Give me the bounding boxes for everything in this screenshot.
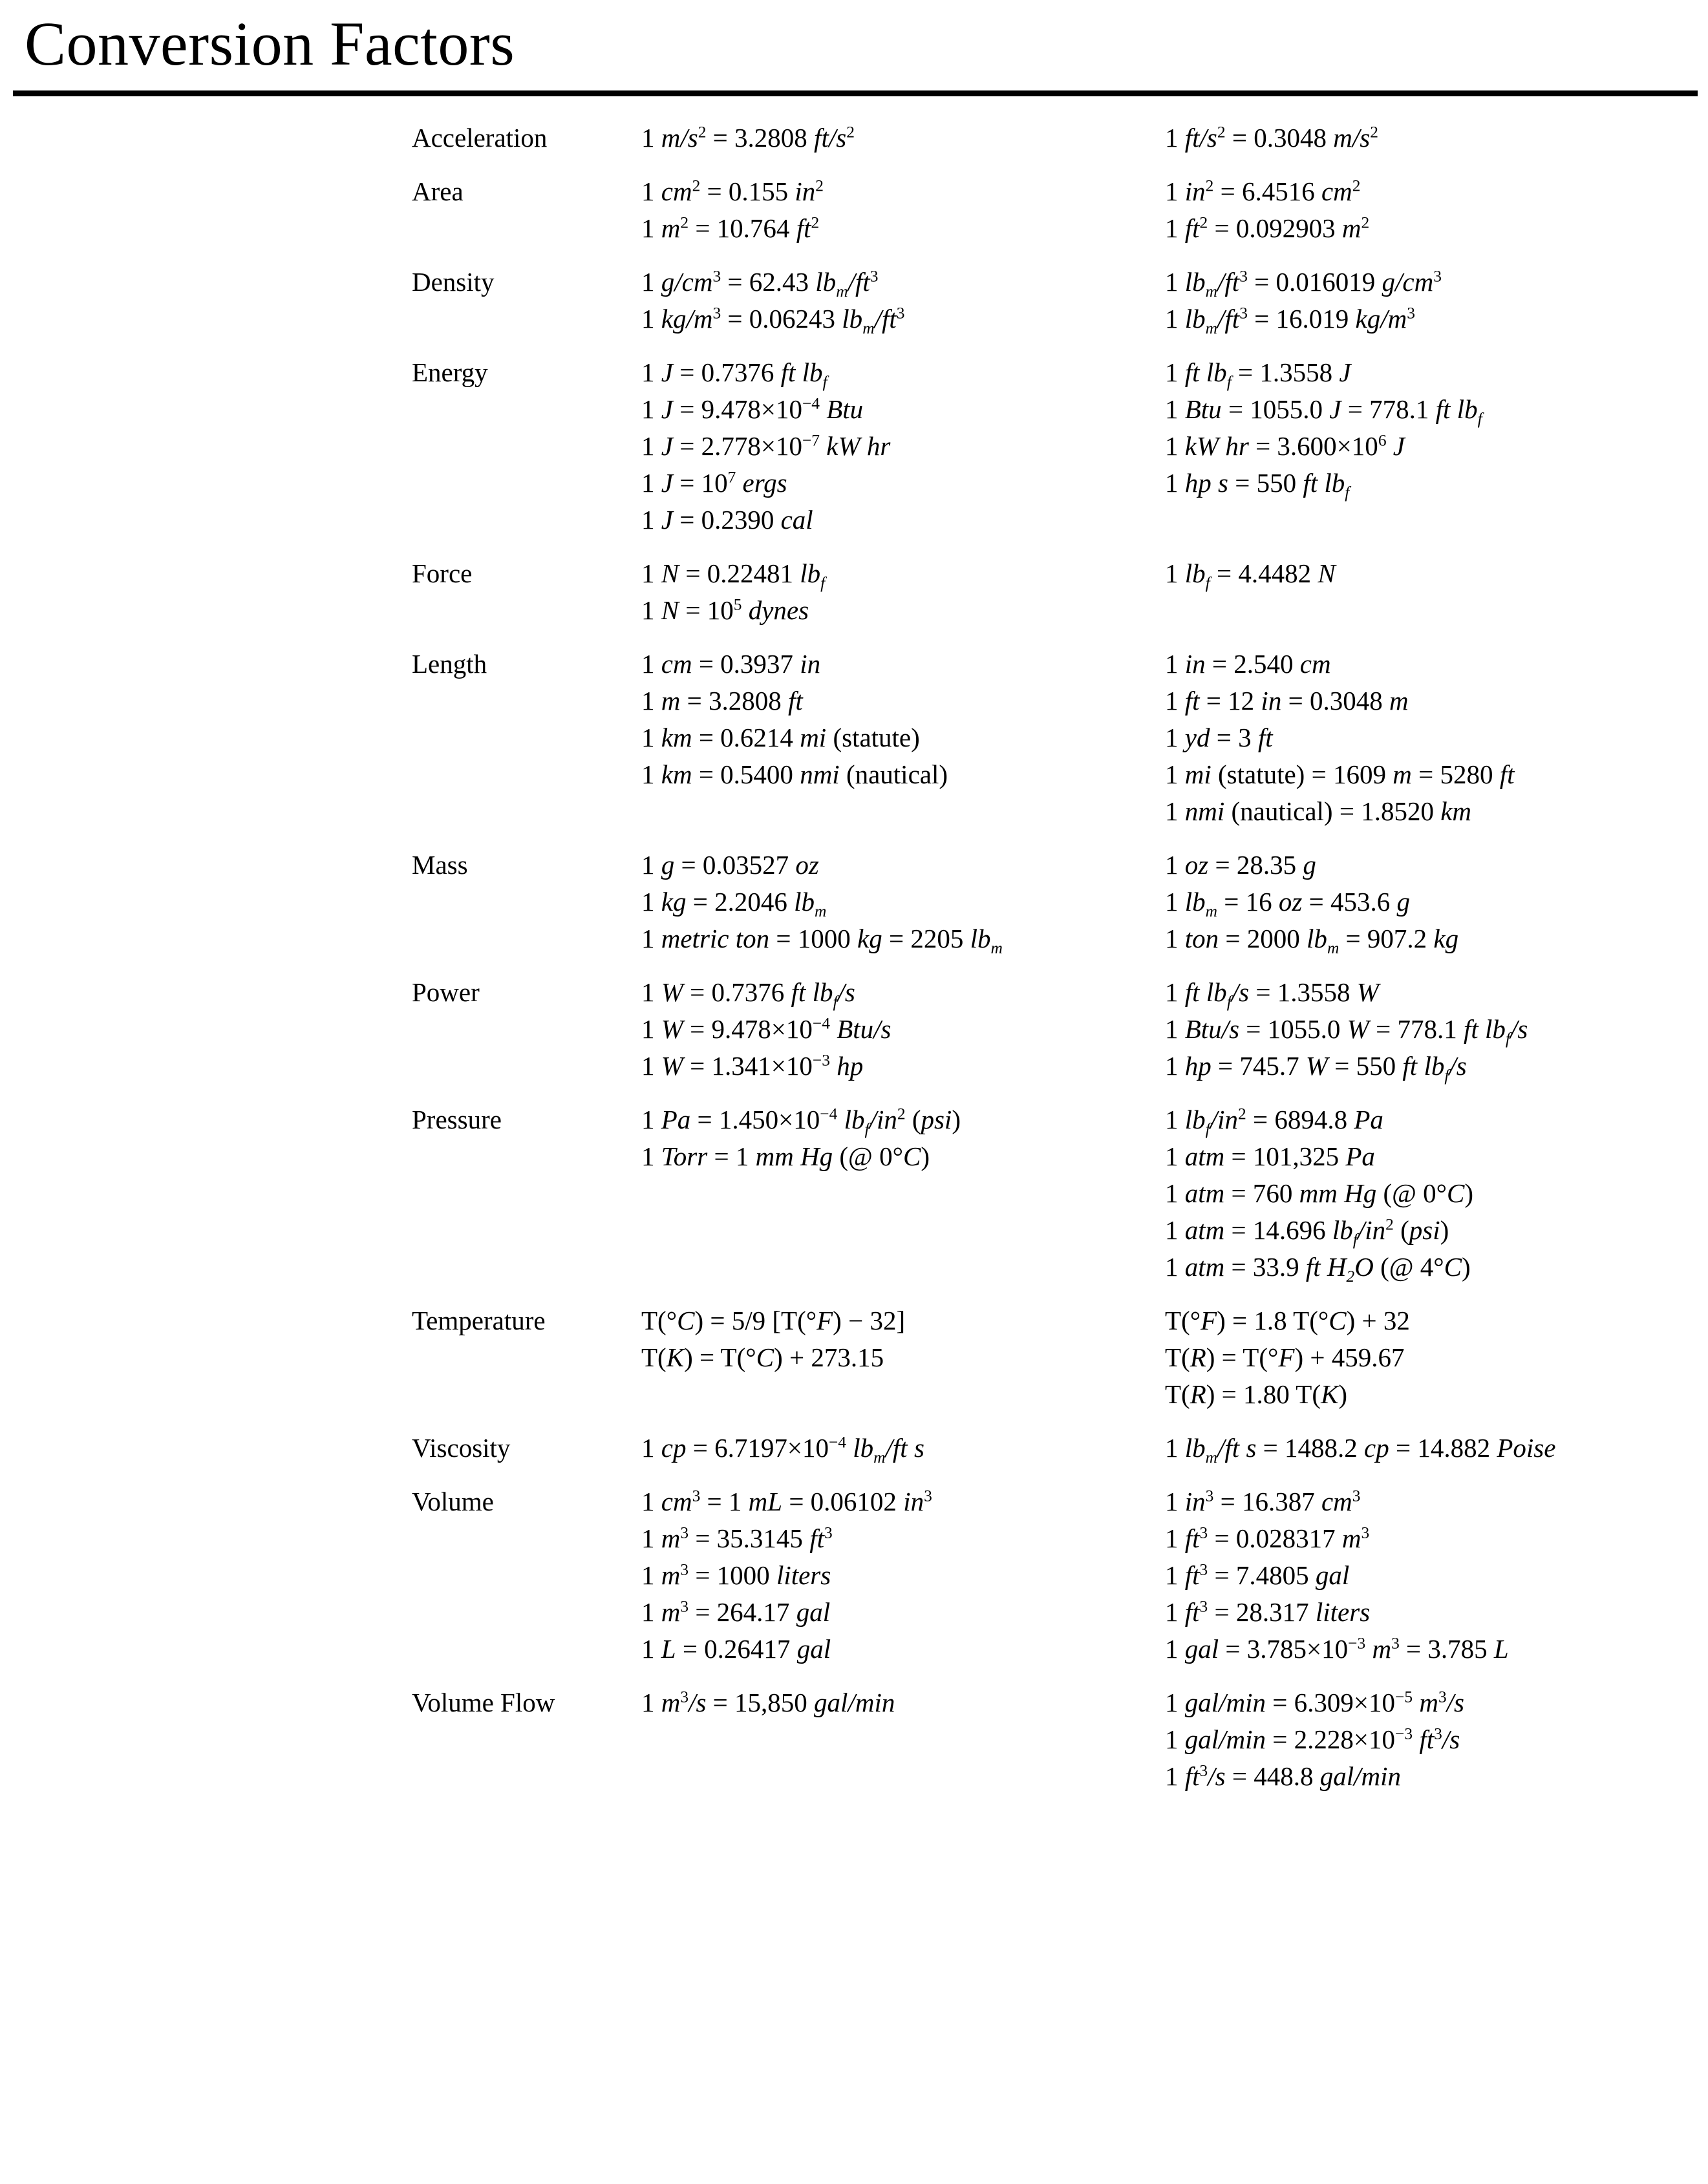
right-equation-list bbox=[1165, 264, 1708, 337]
category-label: Area bbox=[412, 176, 464, 206]
category-label: Density bbox=[412, 266, 495, 297]
equation: 1 km = 0.6214 mi (statute) bbox=[641, 722, 920, 752]
equation: 1 $in^3 = 16.387$ $cm^3$ bbox=[1165, 1486, 1361, 1516]
equation: 1 Torr = 1 mm Hg (@ 0°C) bbox=[641, 1141, 930, 1171]
left-equations-cell bbox=[641, 646, 1165, 847]
category-label-cell bbox=[0, 173, 641, 264]
category-label-cell bbox=[0, 847, 641, 974]
left-equation-list bbox=[641, 1684, 1165, 1721]
right-equation-list bbox=[1165, 1430, 1708, 1467]
equation: 1 ton = 2000 $lb_m = 907.2$ kg bbox=[1165, 923, 1459, 957]
left-equation-list bbox=[641, 646, 1165, 793]
category-label-cell bbox=[0, 646, 641, 847]
table-row bbox=[0, 1483, 1708, 1684]
equation: 1 $cm^2 = 0.155$ $in^2$ bbox=[641, 176, 824, 206]
left-equations-cell bbox=[641, 1483, 1165, 1684]
right-equation-list bbox=[1165, 555, 1708, 592]
equation: 1 metric ton = 1000 kg = 2205 $lb_m$ bbox=[641, 923, 1003, 957]
equation: 1 $ft^3 = 0.028317$ $m^3$ bbox=[1165, 1523, 1370, 1553]
equation: 1 $in^2 = 6.4516$ $cm^2$ bbox=[1165, 176, 1361, 206]
left-equation-list bbox=[641, 1302, 1165, 1376]
equation: 1 $ft^3 = 28.317$ liters bbox=[1165, 1596, 1371, 1627]
right-equation-list bbox=[1165, 1483, 1708, 1668]
equation: 1 $lb_m/ft$ s = 1488.2 cp = 14.882 Poise bbox=[1165, 1432, 1556, 1467]
category-label: Power bbox=[412, 977, 480, 1007]
equation: 1 $ft^3/s = 448.8$ gal/min bbox=[1165, 1761, 1402, 1791]
right-equations-cell bbox=[1165, 847, 1708, 974]
equation: T(R) = T(°F) + 459.67 bbox=[1165, 1342, 1405, 1372]
equation: 1 hp s = 550 ft $lb_f$ bbox=[1165, 467, 1350, 502]
left-equations-cell bbox=[641, 120, 1165, 173]
table-row bbox=[0, 354, 1708, 555]
left-equation-list bbox=[641, 555, 1165, 629]
equation: 1 kg = 2.2046 $lb_m$ bbox=[641, 886, 827, 920]
equation: 1 Btu = 1055.0 J = 778.1 ft $lb_f$ bbox=[1165, 394, 1482, 428]
title-rule bbox=[13, 90, 1698, 96]
right-equations-cell bbox=[1165, 1302, 1708, 1430]
table-row bbox=[0, 1101, 1708, 1302]
left-equations-cell bbox=[641, 173, 1165, 264]
table-row bbox=[0, 1684, 1708, 1812]
right-equations-cell bbox=[1165, 1430, 1708, 1483]
equation: 1 $gal/\min = 2.228\times 10^{-3}$ $ft^3/s$ bbox=[1165, 1724, 1460, 1754]
left-equations-cell bbox=[641, 555, 1165, 646]
category-label: Length bbox=[412, 648, 487, 679]
right-equation-list bbox=[1165, 847, 1708, 957]
equation: 1 $g/cm^3 = 62.43$ $lb_m/ft^3$ bbox=[641, 266, 879, 301]
equation: 1 $Pa = 1.450\times 10^{-4}$ $lb_f/in^2$ (psi) bbox=[641, 1104, 961, 1138]
right-equation-list bbox=[1165, 1101, 1708, 1286]
category-label-cell bbox=[0, 1684, 641, 1812]
category-label-cell bbox=[0, 1302, 641, 1430]
page-header bbox=[0, 0, 1708, 79]
equation: 1 $lb_m/ft^3 = 16.019$ $kg/m^3$ bbox=[1165, 303, 1415, 337]
left-equation-list bbox=[641, 354, 1165, 538]
table-row bbox=[0, 646, 1708, 847]
equation: 1 $m^3/s = 15,850$ gal/min bbox=[641, 1687, 895, 1717]
equation: 1 $lb_m = 16$ oz = 453.6 g bbox=[1165, 886, 1410, 920]
equation: 1 $kg/m^3 = 0.06243$ $lb_m/ft^3$ bbox=[641, 303, 905, 337]
equation: 1 $J = 9.478\times 10^{-4}$ Btu bbox=[641, 394, 864, 424]
category-label: Temperature bbox=[412, 1305, 546, 1335]
left-equations-cell bbox=[641, 264, 1165, 354]
left-equations-cell bbox=[641, 1302, 1165, 1430]
table-row bbox=[0, 173, 1708, 264]
equation: 1 atm = 14.696 $lb_f/in^2$ (psi) bbox=[1165, 1214, 1449, 1249]
equation: 1 $ft/s^2 = 0.3048$ $m/s^2$ bbox=[1165, 122, 1378, 153]
category-label: Volume Flow bbox=[412, 1687, 555, 1717]
right-equation-list bbox=[1165, 646, 1708, 830]
right-equations-cell bbox=[1165, 354, 1708, 555]
left-equations-cell bbox=[641, 847, 1165, 974]
equation: 1 Btu/s = 1055.0 W = 778.1 ft $lb_f/s$ bbox=[1165, 1013, 1528, 1048]
equation: 1 yd = 3 ft bbox=[1165, 722, 1273, 752]
equation: 1 $m^3 = 264.17$ gal bbox=[641, 1596, 831, 1627]
category-label: Force bbox=[412, 558, 473, 588]
equation: 1 atm = 101,325 Pa bbox=[1165, 1141, 1375, 1171]
equation: 1 cp = $6.7197\times 10^{-4}$ $lb_m/ft$ s bbox=[641, 1432, 924, 1467]
category-label: Acceleration bbox=[412, 122, 548, 153]
table-row bbox=[0, 1430, 1708, 1483]
equation: 1 ft $lb_f = 1.3558$ J bbox=[1165, 357, 1351, 391]
left-equations-cell bbox=[641, 974, 1165, 1101]
equation: 1 $m^2 = 10.764$ $ft^2$ bbox=[641, 213, 820, 243]
table-row bbox=[0, 120, 1708, 173]
equation: 1 $cm^3 = 1$ mL = 0.06102 $in^3$ bbox=[641, 1486, 932, 1516]
equation: 1 $m^3 = 35.3145$ $ft^3$ bbox=[641, 1523, 833, 1553]
right-equations-cell bbox=[1165, 120, 1708, 173]
equation: T(°C) = 5/9 [T(°F) − 32] bbox=[641, 1305, 906, 1335]
left-equation-list bbox=[641, 173, 1165, 247]
right-equation-list bbox=[1165, 173, 1708, 247]
table-row bbox=[0, 555, 1708, 646]
category-label: Mass bbox=[412, 849, 468, 880]
right-equations-cell bbox=[1165, 1483, 1708, 1684]
left-equation-list bbox=[641, 974, 1165, 1085]
category-label-cell bbox=[0, 354, 641, 555]
category-label-cell bbox=[0, 555, 641, 646]
left-equations-cell bbox=[641, 1684, 1165, 1812]
equation: 1 $ft^2 = 0.092903$ $m^2$ bbox=[1165, 213, 1370, 243]
right-equations-cell bbox=[1165, 974, 1708, 1101]
right-equations-cell bbox=[1165, 646, 1708, 847]
equation: 1 $m/s^2 = 3.2808$ $ft/s^2$ bbox=[641, 122, 855, 153]
left-equation-list bbox=[641, 120, 1165, 156]
equation: 1 kW hr = $3.600\times 10^6$ J bbox=[1165, 430, 1405, 461]
left-equations-cell bbox=[641, 354, 1165, 555]
equation: 1 $W = 9.478\times 10^{-4}$ Btu/s bbox=[641, 1013, 891, 1044]
equation: 1 atm = 760 mm Hg (@ 0°C) bbox=[1165, 1178, 1474, 1208]
category-label-cell bbox=[0, 264, 641, 354]
equation: 1 J = 0.2390 cal bbox=[641, 504, 813, 535]
table-row bbox=[0, 264, 1708, 354]
right-equations-cell bbox=[1165, 555, 1708, 646]
equation: 1 m = 3.2808 ft bbox=[641, 685, 803, 716]
equation: 1 $gal/\min = 6.309\times 10^{-5}$ $m^3/s$ bbox=[1165, 1687, 1465, 1717]
category-label: Pressure bbox=[412, 1104, 502, 1134]
right-equation-list bbox=[1165, 974, 1708, 1085]
right-equation-list bbox=[1165, 1302, 1708, 1413]
conversion-factors-body bbox=[0, 120, 1708, 1812]
right-equations-cell bbox=[1165, 173, 1708, 264]
page-title: Conversion Factors bbox=[25, 9, 515, 78]
equation: 1 $m^3 = 1000$ liters bbox=[641, 1560, 831, 1590]
equation: 1 J = 0.7376 ft $lb_f$ bbox=[641, 357, 827, 391]
equation: 1 N = 0.22481 $lb_f$ bbox=[641, 558, 826, 592]
equation: 1 nmi (nautical) = 1.8520 km bbox=[1165, 796, 1472, 826]
equation: 1 $J = 10^7$ ergs bbox=[641, 467, 787, 498]
category-label-cell bbox=[0, 1101, 641, 1302]
category-label-cell bbox=[0, 120, 641, 173]
equation: T(°F) = 1.8 T(°C) + 32 bbox=[1165, 1305, 1410, 1335]
equation: 1 $J = 2.778\times 10^{-7}$ kW hr bbox=[641, 430, 891, 461]
equation: 1 W = 0.7376 ft $lb_f/s$ bbox=[641, 977, 855, 1011]
equation: 1 $N = 10^5$ dynes bbox=[641, 595, 809, 625]
equation: 1 $ft^3 = 7.4805$ gal bbox=[1165, 1560, 1350, 1590]
left-equations-cell bbox=[641, 1430, 1165, 1483]
equation: T(K) = T(°C) + 273.15 bbox=[641, 1342, 884, 1372]
equation: 1 ft $lb_f/s = 1.3558$ W bbox=[1165, 977, 1379, 1011]
conversion-factors-table bbox=[0, 120, 1708, 1812]
equation: 1 $lb_f/in^2 = 6894.8$ Pa bbox=[1165, 1104, 1383, 1138]
right-equations-cell bbox=[1165, 1101, 1708, 1302]
table-row bbox=[0, 1302, 1708, 1430]
left-equation-list bbox=[641, 264, 1165, 337]
equation: 1 mi (statute) = 1609 m = 5280 ft bbox=[1165, 759, 1515, 789]
equation: 1 cm = 0.3937 in bbox=[641, 648, 821, 679]
equation: 1 in = 2.540 cm bbox=[1165, 648, 1331, 679]
left-equation-list bbox=[641, 1483, 1165, 1668]
table-row bbox=[0, 974, 1708, 1101]
equation: 1 $lb_f = 4.4482$ N bbox=[1165, 558, 1336, 592]
equation: 1 hp = 745.7 W = 550 ft $lb_f/s$ bbox=[1165, 1050, 1467, 1085]
category-label: Energy bbox=[412, 357, 488, 387]
right-equation-list bbox=[1165, 120, 1708, 156]
equation: T(R) = 1.80 T(K) bbox=[1165, 1379, 1347, 1409]
left-equation-list bbox=[641, 1101, 1165, 1175]
equation: 1 g = 0.03527 oz bbox=[641, 849, 819, 880]
equation: 1 atm = 33.9 ft $H_2O$ (@ 4°C) bbox=[1165, 1251, 1471, 1286]
right-equations-cell bbox=[1165, 264, 1708, 354]
right-equation-list bbox=[1165, 1684, 1708, 1795]
left-equations-cell bbox=[641, 1101, 1165, 1302]
equation: 1 km = 0.5400 nmi (nautical) bbox=[641, 759, 948, 789]
equation: 1 $lb_m/ft^3 = 0.016019$ $g/cm^3$ bbox=[1165, 266, 1442, 301]
equation: 1 oz = 28.35 g bbox=[1165, 849, 1316, 880]
equation: 1 $W = 1.341\times 10^{-3}$ hp bbox=[641, 1050, 864, 1081]
right-equations-cell bbox=[1165, 1684, 1708, 1812]
equation: 1 ft = 12 in = 0.3048 m bbox=[1165, 685, 1409, 716]
category-label-cell bbox=[0, 1483, 641, 1684]
equation: 1 gal = $3.785\times 10^{-3}$ $m^3 = 3.785$ L bbox=[1165, 1633, 1509, 1664]
category-label: Volume bbox=[412, 1486, 494, 1516]
category-label-cell bbox=[0, 974, 641, 1101]
table-row bbox=[0, 847, 1708, 974]
right-equation-list bbox=[1165, 354, 1708, 502]
category-label-cell bbox=[0, 1430, 641, 1483]
left-equation-list bbox=[641, 1430, 1165, 1467]
category-label: Viscosity bbox=[412, 1432, 511, 1463]
equation: 1 L = 0.26417 gal bbox=[641, 1633, 831, 1664]
left-equation-list bbox=[641, 847, 1165, 957]
